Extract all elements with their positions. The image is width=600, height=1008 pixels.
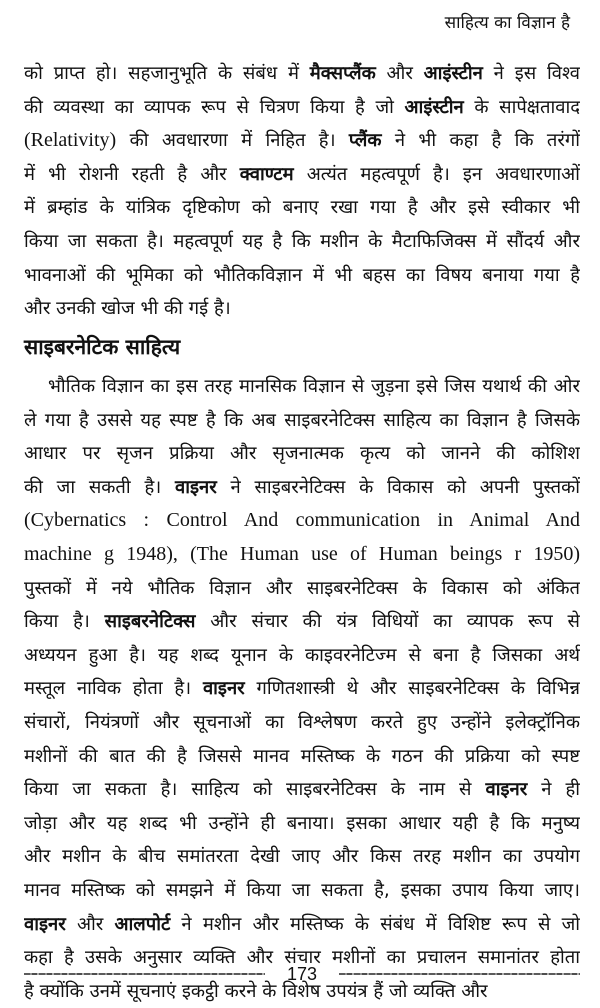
text-run: है क्योंकि उनमें सूचनाएं इकट्ठी करने के विशेष उपयंत्र हैं जो व्यक्ति और bbox=[24, 980, 488, 1002]
text-run: आधार पर सृजन प्रक्रिया और सृजनात्मक कृत्य को जानने की कोशिश bbox=[24, 443, 580, 465]
text-line bbox=[24, 840, 580, 874]
text-line bbox=[24, 572, 580, 606]
text-line bbox=[24, 740, 580, 774]
text-line bbox=[24, 91, 580, 125]
text-run: किया है। bbox=[24, 611, 105, 633]
bold-term: प्लैंक bbox=[348, 130, 382, 152]
text-line bbox=[24, 404, 580, 438]
bold-term: वाइनर bbox=[24, 913, 66, 935]
text-run: किया जा सकता है। साहित्य को साइबरनेटिक्स के नाम से bbox=[24, 779, 486, 801]
text-line bbox=[24, 908, 580, 942]
page-number: 173 bbox=[286, 963, 318, 984]
text-run: में भी रोशनी रहती है और bbox=[24, 163, 240, 185]
text-run: ने ही bbox=[527, 779, 580, 801]
text-run: अध्ययन हुआ है। यह शब्द यूनान के काइवरनेटिज्म से बना है जिसका अर्थ bbox=[24, 644, 580, 666]
bold-term: क्वाण्टम bbox=[239, 163, 294, 185]
bold-term: वाइनर bbox=[174, 476, 217, 498]
text-line bbox=[24, 706, 580, 740]
text-line bbox=[24, 191, 580, 225]
bold-term: वाइनर bbox=[485, 779, 528, 801]
text-run: और मशीन के बीच समांतरता देखी जाए और किस तरह मशीन का उपयोग bbox=[24, 846, 580, 868]
text-line bbox=[24, 57, 580, 91]
bold-term: आइंस्टीन bbox=[404, 96, 464, 118]
text-run: ले गया है उससे यह स्पष्ट है कि अब साइबरनेटिक्स साहित्य का विज्ञान है जिसके bbox=[24, 409, 580, 431]
text-line bbox=[24, 538, 580, 572]
text-run: और उनकी खोज भी की गई है। bbox=[24, 298, 231, 320]
text-run: मानव मस्तिष्क को समझने में किया जा सकता है, इसका उपाय किया जाए। bbox=[24, 879, 580, 901]
footer-rule-left bbox=[24, 973, 265, 975]
text-run: और संचार की यंत्र विधियों का व्यापक रूप से bbox=[195, 611, 580, 633]
text-run: और bbox=[65, 913, 115, 935]
text-run: मशीनों की बात की है जिससे मानव मस्तिष्क के गठन की प्रक्रिया को स्पष्ट bbox=[24, 745, 580, 767]
text-run: ने साइबरनेटिक्स के विकास को अपनी पुस्तकों bbox=[216, 476, 580, 498]
bold-term: आइंस्टीन bbox=[423, 63, 483, 84]
text-line bbox=[24, 874, 580, 908]
text-run: मस्तूल नाविक होता है। bbox=[24, 678, 203, 700]
text-run: अत्यंत महत्वपूर्ण है। इन अवधारणाओं bbox=[293, 163, 580, 185]
text-run: की व्यवस्था का व्यापक रूप से चित्रण किया है जो bbox=[24, 96, 405, 118]
footer-rule-right bbox=[339, 973, 580, 975]
text-run: किया जा सकता है। महत्वपूर्ण यह है कि मशीन के मैटाफिजिक्स में सौंदर्य और bbox=[24, 230, 580, 252]
text-run: और bbox=[375, 63, 424, 84]
running-head: साहित्य का विज्ञान है bbox=[444, 13, 570, 33]
page-footer bbox=[24, 962, 580, 986]
text-line bbox=[24, 639, 580, 673]
text-run: कहा है उसके अनुसार व्यक्ति और संचार मशीनों का प्रचालन समानांतर होता bbox=[24, 947, 580, 969]
text-run: में ब्रम्हांड के यांत्रिक दृष्टिकोण को बनाए रखा गया है और इसे स्वीकार भी bbox=[24, 197, 580, 219]
text-run: (Cybernatics : Control And communication in Animal And bbox=[24, 509, 580, 532]
text-line bbox=[24, 605, 580, 639]
text-run: जोड़ा और यह शब्द भी उन्होंने ही बनाया। इसका आधार यही है कि मनुष्य bbox=[24, 812, 580, 834]
text-run: के सापेक्षतावाद bbox=[463, 96, 580, 118]
text-run: पुस्तकों में नये भौतिक विज्ञान और साइबरनेटिक्स के विकास को अंकित bbox=[24, 577, 580, 599]
paragraph-1 bbox=[24, 57, 580, 326]
text-line bbox=[24, 471, 580, 505]
text-run: की जा सकती है। bbox=[24, 476, 175, 498]
bold-term: साइबरनेटिक्स bbox=[104, 611, 196, 633]
text-line bbox=[24, 158, 580, 192]
text-line bbox=[24, 225, 580, 259]
text-line bbox=[24, 773, 580, 807]
text-run: (Relativity) bbox=[24, 129, 117, 152]
text-run: को प्राप्त हो। सहजानुभूति के संबंध में bbox=[24, 63, 310, 84]
text-run: machine g 1948), (The Human use of Human beings r 1950) bbox=[24, 542, 580, 565]
bold-term: वाइनर bbox=[202, 678, 245, 700]
text-line bbox=[24, 292, 580, 326]
text-line bbox=[24, 672, 580, 706]
text-line bbox=[24, 437, 580, 471]
text-run: की अवधारणा में निहित है। bbox=[116, 130, 349, 152]
text-run: ने मशीन और मस्तिष्क के संबंध में विशिष्ट रूप से जो bbox=[170, 913, 580, 935]
bold-term: मैक्सप्लैंक bbox=[309, 63, 376, 84]
text-line bbox=[24, 370, 580, 404]
text-line bbox=[24, 259, 580, 293]
text-line bbox=[24, 504, 580, 538]
text-line bbox=[24, 807, 580, 841]
text-run: गणितशास्त्री थे और साइबरनेटिक्स के विभिन्न bbox=[244, 678, 580, 700]
text-run: भावनाओं की भूमिका को भौतिकविज्ञान में भी बहस का विषय बनाया गया है bbox=[24, 264, 580, 286]
text-run: ने भी कहा है कि तरंगों bbox=[381, 130, 580, 152]
text-run: ने इस विश्व bbox=[482, 63, 580, 84]
text-run: संचारों, नियंत्रणों और सूचनाओं का विश्लेषण करते हुए उन्होंने इलेक्ट्रॉनिक bbox=[24, 711, 580, 733]
section-heading: साइबरनेटिक साहित्य bbox=[24, 335, 181, 359]
text-line bbox=[24, 124, 580, 158]
bold-term: आलपोर्ट bbox=[114, 913, 171, 935]
text-run: भौतिक विज्ञान का इस तरह मानसिक विज्ञान से जुड़ना इसे जिस यथार्थ की ओर bbox=[48, 376, 580, 397]
paragraph-2 bbox=[24, 370, 580, 1008]
